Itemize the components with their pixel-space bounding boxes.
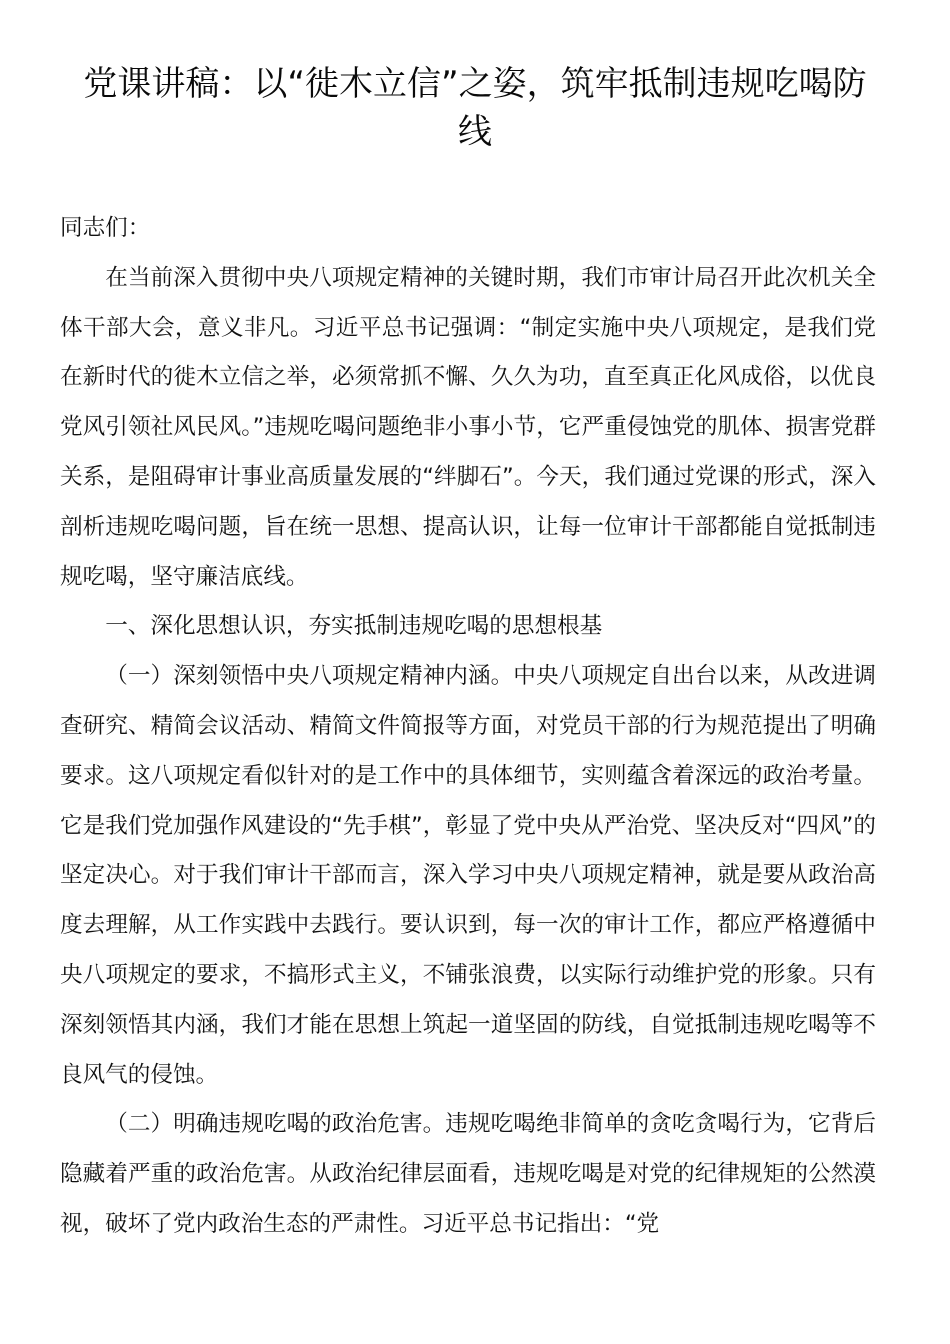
document-body	[60, 204, 876, 1250]
section-1-item-1-paragraph: （一）深刻领悟中央八项规定精神内涵。中央八项规定自出台以来，从改进调查研究、精简会议活动、精简文件简报等方面，对党员干部的行为规范提出了明确要求。这八项规定看似针对的是工作中的具体细节，实则蕴含着深远的政治考量。它是我们党加强作风建设的“先手棋”，彰显了党中央从严治党、坚决反对“四风”的坚定决心。对于我们审计干部而言，深入学习中央八项规定精神，就是要从政治高度去理解，从工作实践中去践行。要认识到，每一次的审计工作，都应严格遵循中央八项规定的要求，不搞形式主义，不铺张浪费，以实际行动维护党的形象。只有深刻领悟其内涵，我们才能在思想上筑起一道坚固的防线，自觉抵制违规吃喝等不良风气的侵蚀。	[60, 663, 876, 1088]
section-1-item-2-paragraph: （二）明确违规吃喝的政治危害。违规吃喝绝非简单的贪吃贪喝行为，它背后隐藏着严重的政治危害。从政治纪律层面看，违规吃喝是对党的纪律规矩的公然漠视，破坏了党内政治生态的严肃性。习近平总书记指出：“党	[60, 1111, 876, 1237]
section-heading-1: 一、深化思想认识，夯实抵制违规吃喝的思想根基	[105, 613, 603, 640]
salutation: 同志们：	[60, 215, 151, 241]
document-title: 党课讲稿：以“徙木立信”之姿，筑牢抵制违规吃喝防线	[83, 64, 867, 152]
intro-paragraph: 在当前深入贯彻中央八项规定精神的关键时期，我们市审计局召开此次机关全体干部大会，意义非凡。习近平总书记强调：“制定实施中央八项规定，是我们党在新时代的徙木立信之举，必须常抓不懈、久久为功，直至真正化风成俗，以优良党风引领社风民风。”违规吃喝问题绝非小事小节，它严重侵蚀党的肌体、损害党群关系，是阻碍审计事业高质量发展的“绊脚石”。今天，我们通过党课的形式，深入剖析违规吃喝问题，旨在统一思想、提高认识，让每一位审计干部都能自觉抵制违规吃喝，坚守廉洁底线。	[60, 264, 876, 590]
